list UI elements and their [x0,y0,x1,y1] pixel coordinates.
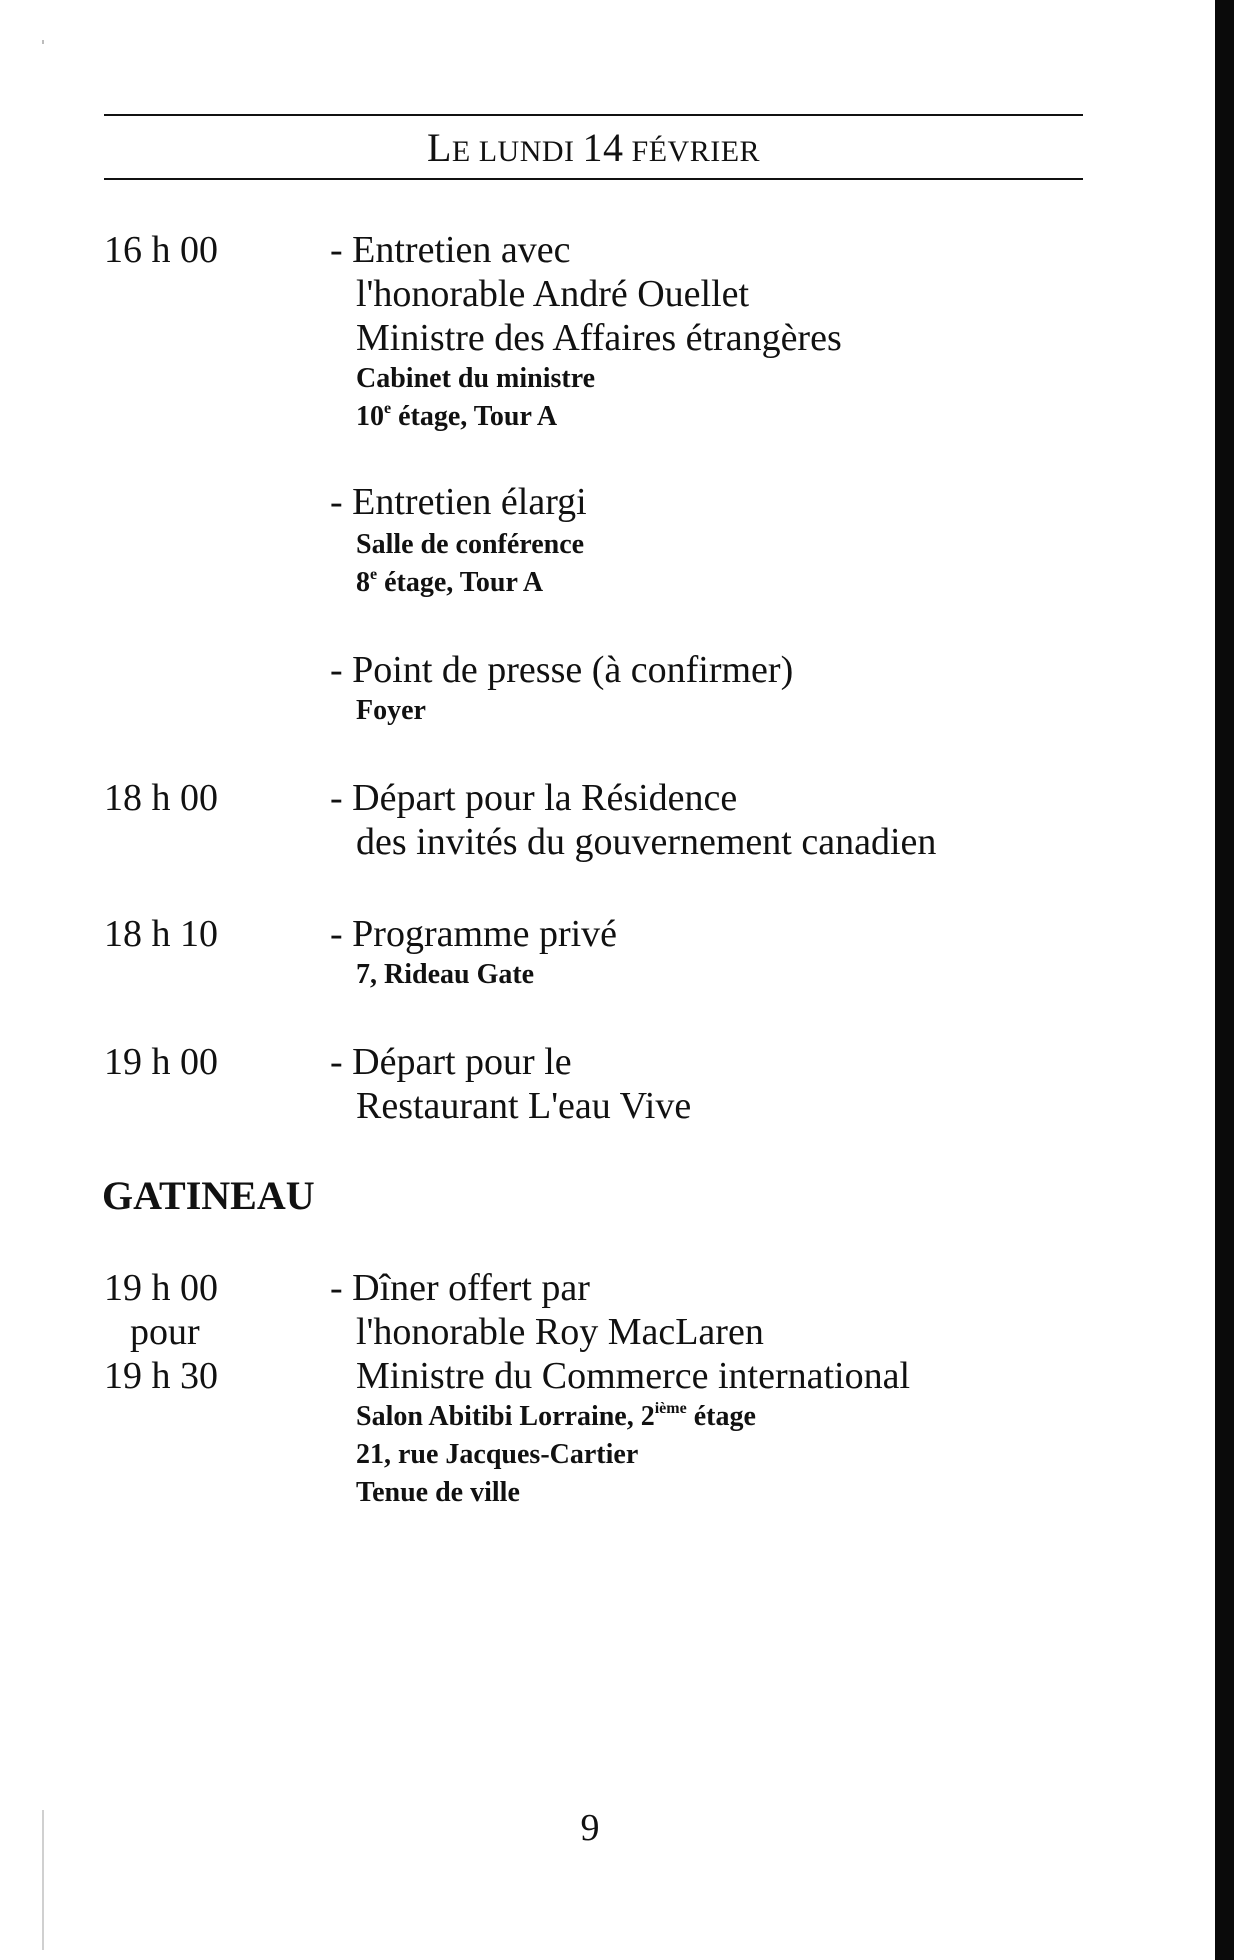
schedule-activity: - Point de presse (à confirmer) [330,649,794,691]
schedule-time: 19 h 00 [104,1041,218,1083]
schedule-location: 8e étage, Tour A [356,566,544,598]
schedule-location: Salle de conférence [356,529,585,560]
schedule-activity: - Programme privé [330,913,618,955]
page-number: 9 [580,1807,600,1849]
schedule-activity: Ministre du Commerce international [356,1355,911,1397]
schedule-activity: - Départ pour le [330,1041,572,1083]
schedule-location: 7, Rideau Gate [356,959,535,990]
page-title: LE LUNDI 14 FÉVRIER [426,125,761,170]
schedule-activity: - Entretien élargi [330,481,587,523]
schedule-activity: l'honorable André Ouellet [356,273,750,315]
header-top-rule [104,114,1083,116]
schedule-activity: Restaurant L'eau Vive [356,1085,692,1127]
schedule-dress-code: Tenue de ville [356,1477,520,1508]
schedule-time: 18 h 10 [104,913,218,955]
schedule-activity: - Dîner offert par [330,1267,590,1309]
scan-edge [1215,0,1234,1960]
schedule-time: 19 h 00 [104,1267,218,1309]
schedule-time: pour [130,1311,200,1353]
schedule-activity: l'honorable Roy MacLaren [356,1311,764,1353]
schedule-activity: des invités du gouvernement canadien [356,821,937,863]
schedule-activity: - Départ pour la Résidence [330,777,738,819]
schedule-location: 21, rue Jacques-Cartier [356,1439,639,1470]
schedule-location: Foyer [356,695,426,726]
schedule-activity: Ministre des Affaires étrangères [356,317,842,359]
scan-speck [42,40,44,44]
schedule-location: Salon Abitibi Lorraine, 2ième étage [356,1400,756,1432]
schedule-time: 18 h 00 [104,777,218,819]
schedule-time: 16 h 00 [104,229,218,271]
schedule-activity: - Entretien avec [330,229,571,271]
schedule-time: 19 h 30 [104,1355,218,1397]
schedule-location: 10e étage, Tour A [356,400,558,432]
schedule-location: Cabinet du ministre [356,363,596,394]
header-bottom-rule [104,178,1083,180]
section-heading: GATINEAU [102,1173,315,1218]
